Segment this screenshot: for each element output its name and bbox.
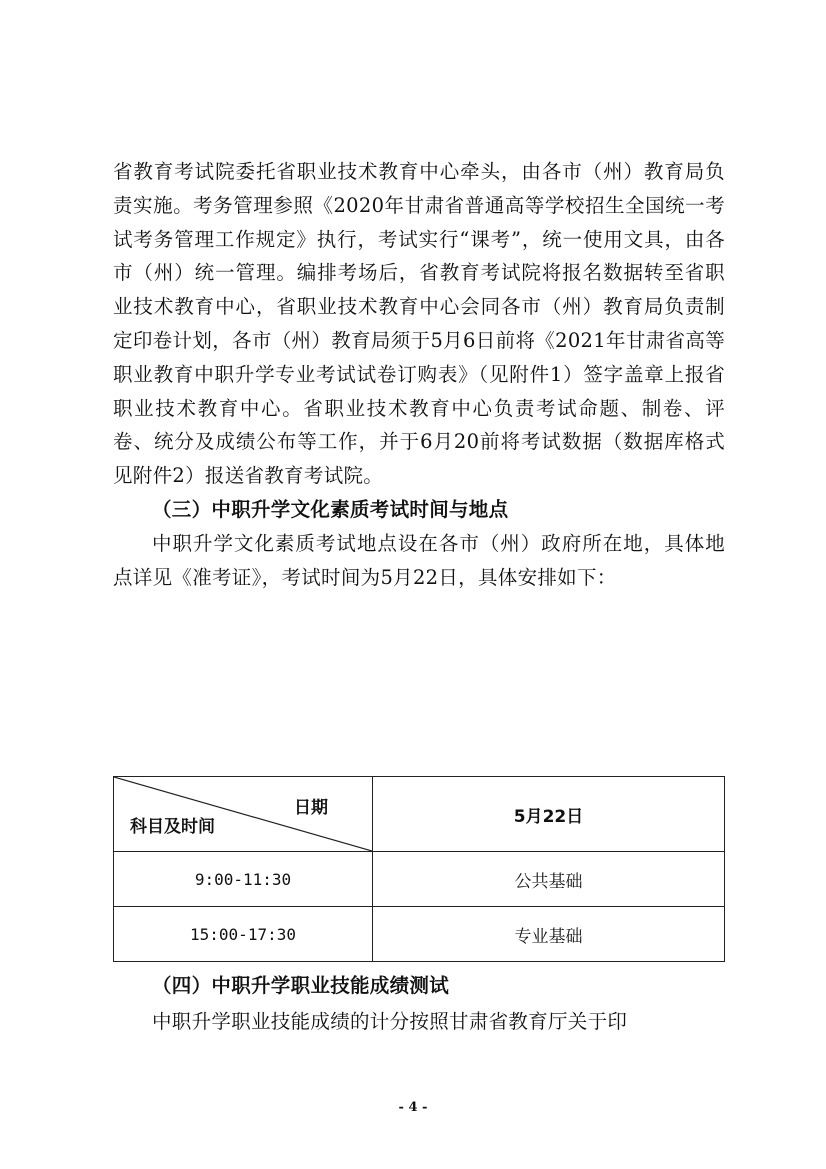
section-heading-4: （四）中职升学职业技能成绩测试	[152, 974, 450, 997]
header-subject-label: 科目及时间	[130, 817, 215, 837]
table-header-row	[114, 777, 725, 852]
time-cell: 15:00-17:30	[114, 907, 373, 962]
header-date-label: 日期	[294, 798, 328, 818]
table-row	[114, 852, 725, 907]
paragraph-exam-time-place: 中职升学文化素质考试地点设在各市（州）政府所在地，具体地点详见《准考证》，考试时间为5月22日，具体安排如下：	[113, 531, 725, 589]
subject-cell: 公共基础	[373, 852, 725, 907]
time-cell: 9:00-11:30	[114, 852, 373, 907]
date-column-header: 5月22日	[373, 777, 725, 852]
paragraph-skills-test: 中职升学职业技能成绩的计分按照甘肃省教育厅关于印	[152, 1010, 628, 1033]
paragraph-exam-administration: 省教育考试院委托省职业技术教育中心牵头，由各市（州）教育局负责实施。考务管理参照《2020年甘肃省普通高等学校招生全国统一考试考务管理工作规定》执行，考试实行“课考”，统一使用文具，由各市（州）统一管理。编排考场后，省教育考试院将报名数据转至省职业技术教育中心，省职业技术教育中心会同各市（州）教育局负责制定印卷计划，各市（州）教育局须于5月6日前将《2021年甘肃省高等职业教育中职升学专业考试试卷订购表》（见附件1）签字盖章上报省职业技术教育中心。省职业技术教育中心负责考试命题、制卷、评卷、统分及成绩公布等工作，并于6月20前将考试数据（数据库格式见附件2）报送省教育考试院。	[113, 160, 725, 488]
exam-schedule-table	[113, 776, 725, 962]
section-heading-3: （三）中职升学文化素质考试时间与地点	[152, 497, 509, 521]
diagonal-header-cell	[114, 777, 373, 852]
page-number: - 4 -	[398, 1100, 428, 1115]
body-text	[113, 155, 725, 594]
table-row	[114, 907, 725, 962]
subject-cell: 专业基础	[373, 907, 725, 962]
body-text-continued	[113, 968, 725, 1040]
